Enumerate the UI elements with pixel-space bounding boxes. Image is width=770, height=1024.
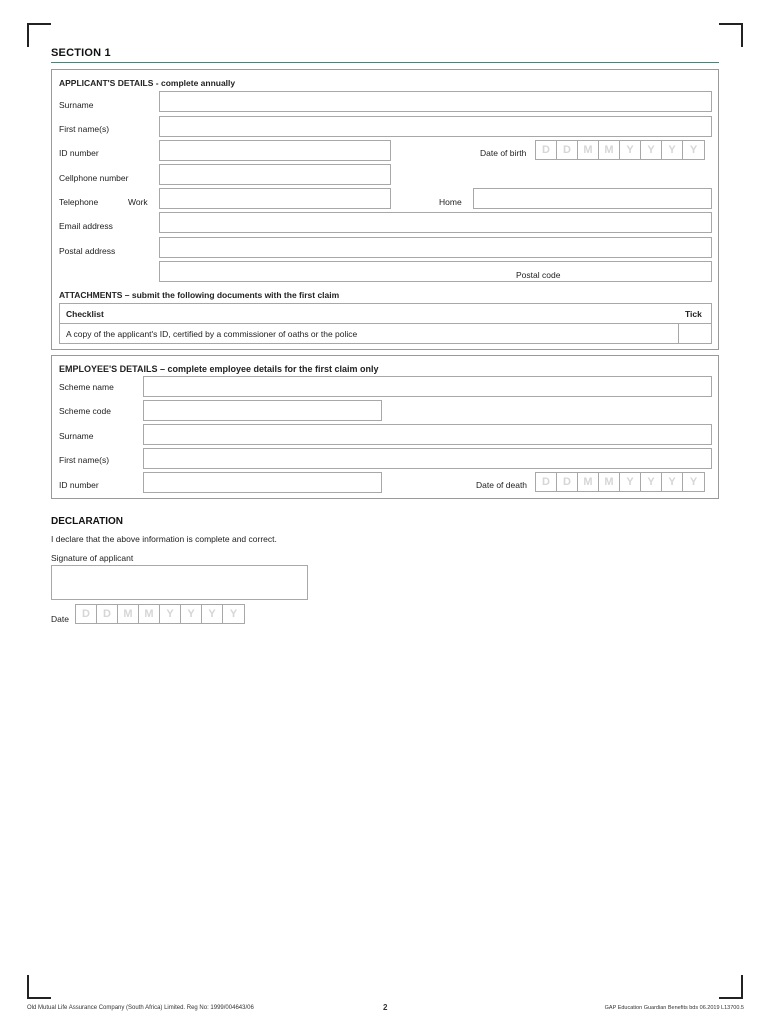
date-of-death-field[interactable] — [535, 472, 705, 492]
employee-surname-label: Surname — [59, 431, 94, 441]
signature-label: Signature of applicant — [51, 553, 134, 563]
section-divider — [51, 62, 719, 63]
tick-column-header: Tick — [685, 309, 702, 319]
date-placeholder-cell: Y — [620, 141, 641, 159]
employee-id-label: ID number — [59, 480, 99, 490]
date-placeholder-cell: Y — [229, 608, 238, 620]
date-placeholder-cell: Y — [641, 473, 662, 491]
employee-heading: EMPLOYEE'S DETAILS – complete employee details for the first claim only — [59, 364, 379, 374]
email-field[interactable] — [159, 212, 712, 233]
signature-field[interactable] — [51, 565, 308, 600]
email-label: Email address — [59, 221, 113, 231]
section-title: SECTION 1 — [51, 47, 111, 59]
date-placeholder-cell: Y — [641, 141, 662, 159]
date-placeholder-cell: M — [599, 473, 620, 491]
date-placeholder-cell: M — [139, 605, 160, 623]
employee-first-names-field[interactable] — [143, 448, 712, 469]
date-placeholder-cell: Y — [662, 473, 683, 491]
applicant-first-names-label: First name(s) — [59, 124, 110, 134]
checklist-item: A copy of the applicant's ID, certified by a commissioner of oaths or the police — [66, 329, 358, 339]
footer-document-ref: GAP Education Guardian Benefits bds 06.2019 L13700.5 — [604, 1005, 744, 1011]
applicant-surname-label: Surname — [59, 100, 94, 110]
date-placeholder-cell: Y — [620, 473, 641, 491]
crop-mark-top-left — [27, 23, 51, 47]
tick-checkbox[interactable] — [679, 324, 712, 344]
cellphone-label: Cellphone number — [59, 173, 129, 183]
date-placeholder-cell: D — [76, 605, 97, 623]
date-placeholder-cell: Y — [160, 605, 181, 623]
date-placeholder-cell: M — [578, 141, 599, 159]
footer-company: Old Mutual Life Assurance Company (South Africa) Limited. Reg No: 1999/004643/06 — [27, 1005, 254, 1011]
scheme-name-field[interactable] — [143, 376, 712, 397]
scheme-code-field[interactable] — [143, 400, 382, 421]
attachments-table — [59, 303, 712, 344]
attachments-heading: ATTACHMENTS – submit the following documents with the first claim — [59, 290, 340, 300]
crop-mark-bottom-left — [27, 975, 51, 999]
date-placeholder-cell: Y — [202, 605, 223, 623]
scheme-code-label: Scheme code — [59, 406, 111, 416]
applicant-id-field[interactable] — [159, 140, 391, 161]
date-placeholder-cell: M — [118, 605, 139, 623]
date-placeholder-cell: Y — [689, 476, 698, 488]
date-placeholder-cell: M — [578, 473, 599, 491]
crop-mark-bottom-right — [719, 975, 743, 999]
postal-address-field-line1[interactable] — [159, 237, 712, 258]
telephone-label: Telephone — [59, 197, 99, 207]
postal-code-label: Postal code — [516, 270, 561, 280]
employee-id-field[interactable] — [143, 472, 382, 493]
telephone-work-field[interactable] — [159, 188, 391, 209]
employee-surname-field[interactable] — [143, 424, 712, 445]
page-number: 2 — [383, 1003, 388, 1012]
date-placeholder-cell: M — [599, 141, 620, 159]
crop-mark-top-right — [719, 23, 743, 47]
employee-first-names-label: First name(s) — [59, 455, 110, 465]
date-of-birth-label: Date of birth — [480, 148, 527, 158]
date-placeholder-cell: Y — [662, 141, 683, 159]
applicant-heading: APPLICANT'S DETAILS - complete annually — [59, 78, 236, 88]
scheme-name-label: Scheme name — [59, 382, 114, 392]
postal-address-label: Postal address — [59, 246, 116, 256]
date-placeholder-cell: D — [97, 605, 118, 623]
telephone-home-field[interactable] — [473, 188, 712, 209]
cellphone-field[interactable] — [159, 164, 391, 185]
declaration-date-label: Date — [51, 614, 69, 624]
declaration-date-field[interactable] — [75, 604, 245, 624]
telephone-home-label: Home — [439, 197, 462, 207]
applicant-first-names-field[interactable] — [159, 116, 712, 137]
date-of-death-label: Date of death — [476, 480, 528, 490]
date-placeholder-cell: D — [536, 473, 557, 491]
applicant-id-label: ID number — [59, 148, 99, 158]
date-placeholder-cell: D — [557, 473, 578, 491]
attachments-table-row-divider — [60, 323, 711, 324]
date-placeholder-cell: D — [536, 141, 557, 159]
date-placeholder-cell: D — [557, 141, 578, 159]
date-of-birth-field[interactable] — [535, 140, 705, 160]
date-placeholder-cell: Y — [181, 605, 202, 623]
telephone-work-label: Work — [128, 197, 148, 207]
checklist-column-header: Checklist — [66, 309, 104, 319]
declaration-statement: I declare that the above information is complete and correct. — [51, 534, 277, 544]
declaration-title: DECLARATION — [51, 516, 124, 527]
postal-address-field-line2[interactable] — [159, 261, 712, 282]
applicant-surname-field[interactable] — [159, 91, 712, 112]
date-placeholder-cell: Y — [689, 144, 698, 156]
